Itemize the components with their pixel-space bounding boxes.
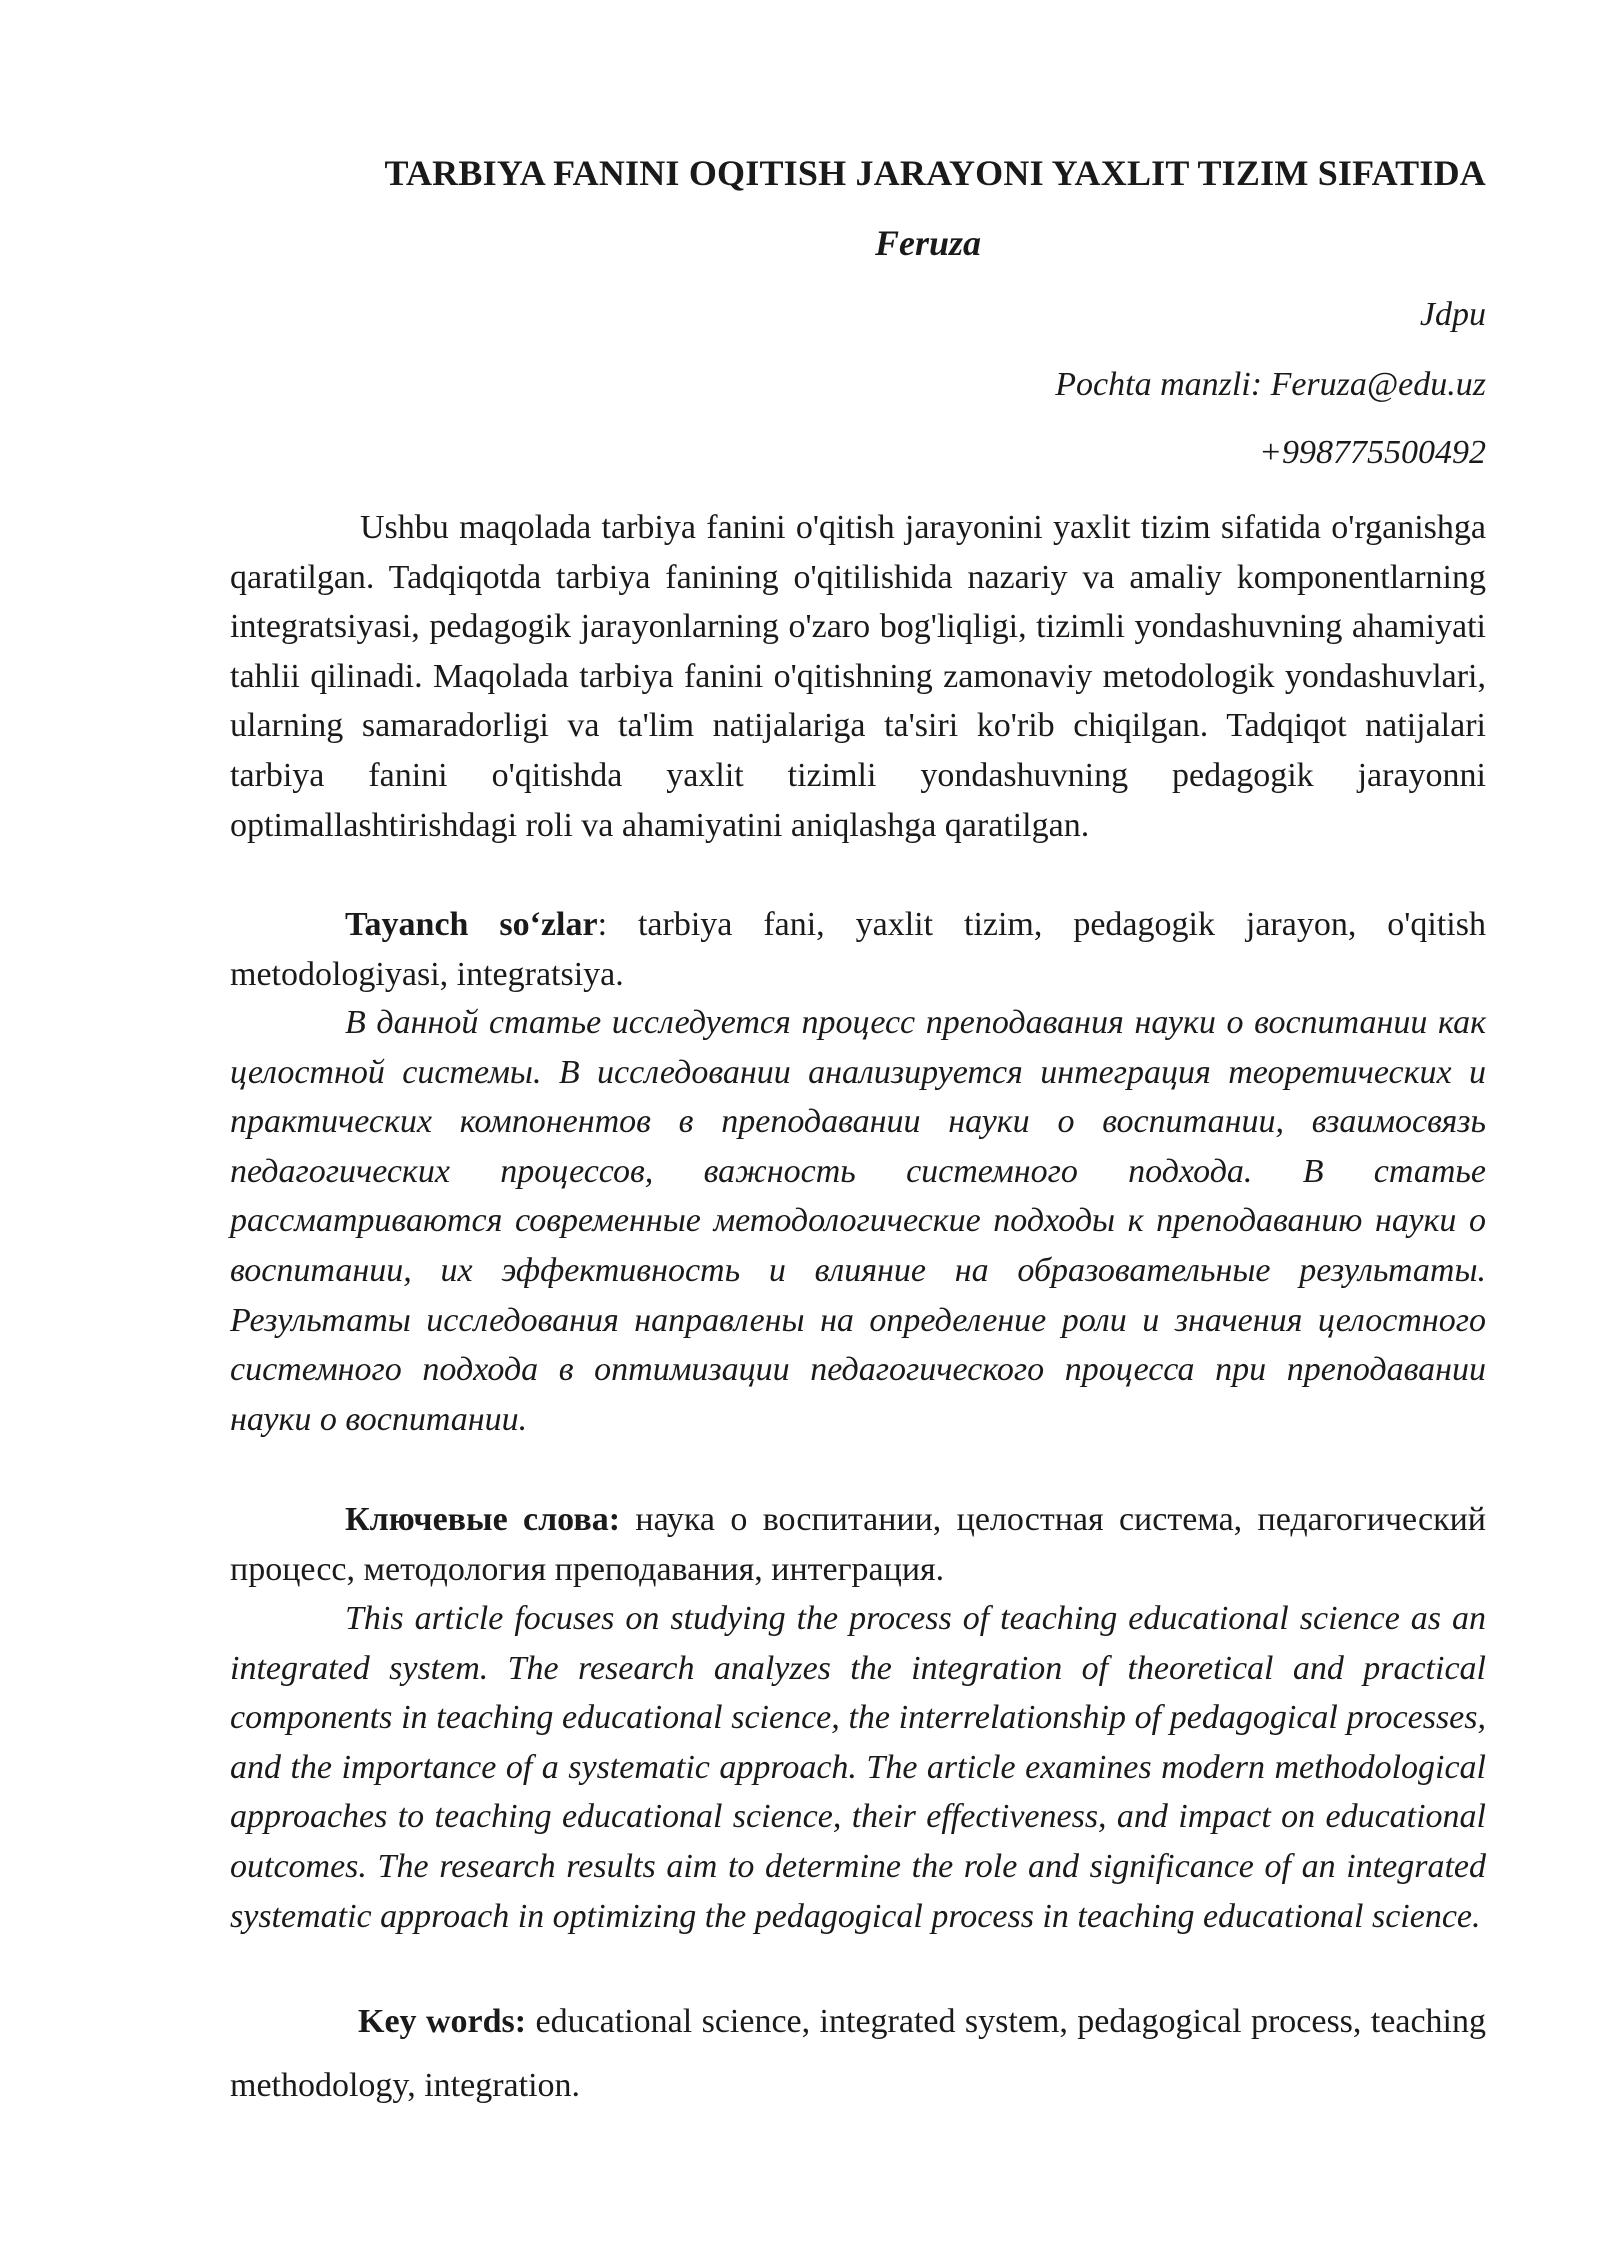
keywords-russian (230, 1495, 1486, 1594)
author-name: Feruza (874, 223, 982, 263)
keywords-uzbek-label: Tayanch so‘zlar (345, 906, 598, 943)
author-affiliation: Jdpu (1419, 296, 1486, 333)
keywords-english-text: educational science, integrated system, pedagogical process, teaching methodology, integration. (230, 2003, 1486, 2104)
author-phone: +998775500492 (1259, 434, 1486, 471)
keywords-uzbek-text: : tarbiya fani, yaxlit tizim, pedagogik jarayon, o'qitish metodologiyasi, integratsiya. (230, 906, 1486, 993)
author-email: Pochta manzli: Feruza@edu.uz (1055, 366, 1486, 403)
abstract-russian: В данной статье исследуется процесс преподавания науки о воспитании как целостной системы. В исследовании анализируется интеграция теоретических и практических компонентов в преподавании науки о воспитании, взаимосвязь педагогических процессов, важность системного подхода. В статье рассматриваются современные методологические подходы к преподаванию науки о воспитании, их эффективность и влияние на образовательные результаты. Результаты исследования направлены на определение роли и значения целостного системного подхода в оптимизации педагогического процесса при преподавании науки о воспитании. (230, 1004, 1486, 1438)
abstract-english: This article focuses on studying the process of teaching educational science as an integrated system. The research analyzes the integration of theoretical and practical components in teaching educational science, the interrelationship of pedagogical processes, and the importance of a systematic approach. The article examines modern methodological approaches to teaching educational science, their effectiveness, and impact on educational outcomes. The research results aim to determine the role and significance of an integrated systematic approach in optimizing the pedagogical process in teaching educational science. (230, 1600, 1486, 1935)
keywords-russian-text: наука о воспитании, целостная система, педагогический процесс, методология преподавания, интеграция. (230, 1501, 1486, 1588)
keywords-english-label: Key words: (358, 2003, 527, 2040)
paper-title: TARBIYA FANINI OQITISH JARAYONI YAXLIT TIZIM SIFATIDA (384, 153, 1486, 193)
keywords-english (230, 1990, 1486, 2118)
keywords-uzbek (230, 900, 1486, 999)
keywords-russian-label: Ключевые слова: (345, 1501, 621, 1538)
abstract-uzbek: Ushbu maqolada tarbiya fanini o'qitish jarayonini yaxlit tizim sifatida o'rganishga qaratilgan. Tadqiqotda tarbiya fanining o'qitilishida nazariy va amaliy komponentlarning integratsiyasi, pedagogik jarayonlarning o'zaro bog'liqligi, tizimli yondashuvning ahamiyati tahlii qilinadi. Maqolada tarbiya fanini o'qitishning zamonaviy metodologik yondashuvlari, ularning samaradorligi va ta'lim natijalariga ta'siri ko'rib chiqilgan. Tadqiqot natijalari tarbiya fanini o'qitishda yaxlit tizimli yondashuvning pedagogik jarayonni optimallashtirishdagi roli va ahamiyatini aniqlashga qaratilgan. (230, 509, 1486, 844)
